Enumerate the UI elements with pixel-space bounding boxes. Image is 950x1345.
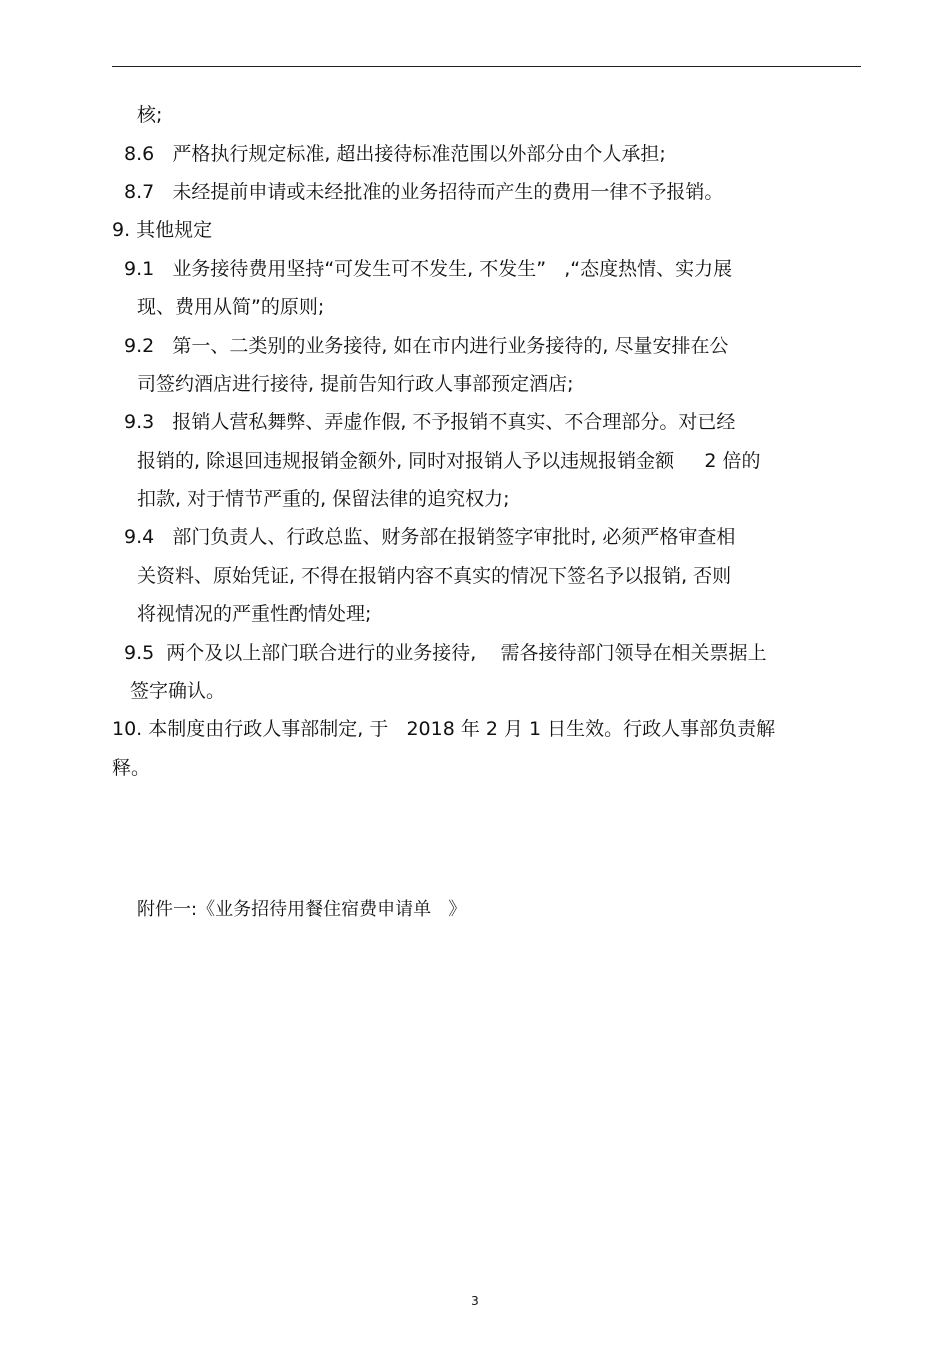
clause-8-7: 8.7 未经提前申请或未经批准的业务招待而产生的费用一律不予报销。 — [124, 181, 724, 203]
clause-8-6: 8.6 严格执行规定标准, 超出接待标准范围以外部分由个人承担; — [124, 143, 666, 165]
clause-9-4-cont: 关资料、原始凭证, 不得在报销内容不真实的情况下签名予以报销, 否则 — [137, 565, 732, 587]
clause-9-3: 9.3 报销人营私舞弊、弄虚作假, 不予报销不真实、不合理部分。对已经 — [124, 411, 736, 433]
clause-9-2-cont: 司签约酒店进行接待, 提前告知行政人事部预定酒店; — [137, 373, 574, 395]
section-10: 10. 本制度由行政人事部制定, 于 2018 年 2 月 1 日生效。行政人事部负责解 — [112, 718, 776, 740]
clause-9-2: 9.2 第一、二类别的业务接待, 如在市内进行业务接待的, 尽量安排在公 — [124, 335, 729, 357]
clause-9-1-cont: 现、费用从简”的原则; — [137, 296, 325, 318]
clause-9-5: 9.5 两个及以上部门联合进行的业务接待, 需各接待部门领导在相关票据上 — [124, 642, 767, 664]
clause-9-4-cont: 将视情况的严重性酌情处理; — [137, 603, 372, 625]
text-line: 核; — [137, 104, 163, 126]
clause-9-4: 9.4 部门负责人、行政总监、财务部在报销签字审批时, 必须严格审查相 — [124, 526, 736, 548]
clause-9-1: 9.1 业务接待费用坚持“可发生可不发生, 不发生” ,“态度热情、实力展 — [124, 258, 733, 280]
header-rule — [112, 66, 861, 67]
section-10-cont: 释。 — [112, 757, 151, 779]
clause-9-3-cont: 报销的, 除退回违规报销金额外, 同时对报销人予以违规报销金额 2 倍的 — [137, 450, 761, 472]
attachment-line: 附件一:《业务招待用餐住宿费申请单 》 — [137, 899, 467, 920]
clause-9-5-cont: 签字确认。 — [130, 680, 226, 702]
page-number: 3 — [471, 1294, 479, 1308]
section-9-heading: 9. 其他规定 — [112, 219, 213, 241]
clause-9-3-cont: 扣款, 对于情节严重的, 保留法律的追究权力; — [137, 488, 510, 510]
